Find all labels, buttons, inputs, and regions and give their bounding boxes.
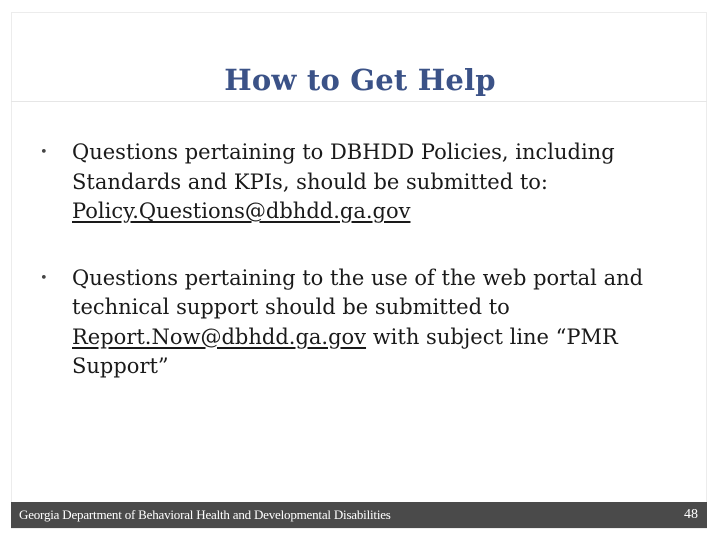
bullet-text: Questions pertaining to DBHDD Policies, including Standards and KPIs, should be submitted to: (72, 140, 615, 194)
bullet-list (40, 138, 680, 419)
bullet-item-policies (40, 138, 680, 227)
bullet-text-after: with subject line “PMR Support” (72, 324, 618, 378)
bullet-text: Questions pertaining to the use of the web portal and technical support should be submitted to (72, 265, 644, 319)
policy-email-link[interactable]: Policy.Questions@dbhdd.ga.gov (72, 199, 411, 223)
bullet-marker: • (40, 270, 48, 286)
footer-organization: Georgia Department of Behavioral Health and Developmental Disabilities (19, 507, 391, 522)
page-number: 48 (684, 507, 698, 522)
report-email-link[interactable]: Report.Now@dbhdd.ga.gov (72, 324, 367, 349)
slide-title: How to Get Help (224, 63, 496, 97)
bullet-item-support (40, 264, 680, 382)
bullet-marker: • (40, 145, 48, 160)
footer-bar (11, 502, 707, 528)
